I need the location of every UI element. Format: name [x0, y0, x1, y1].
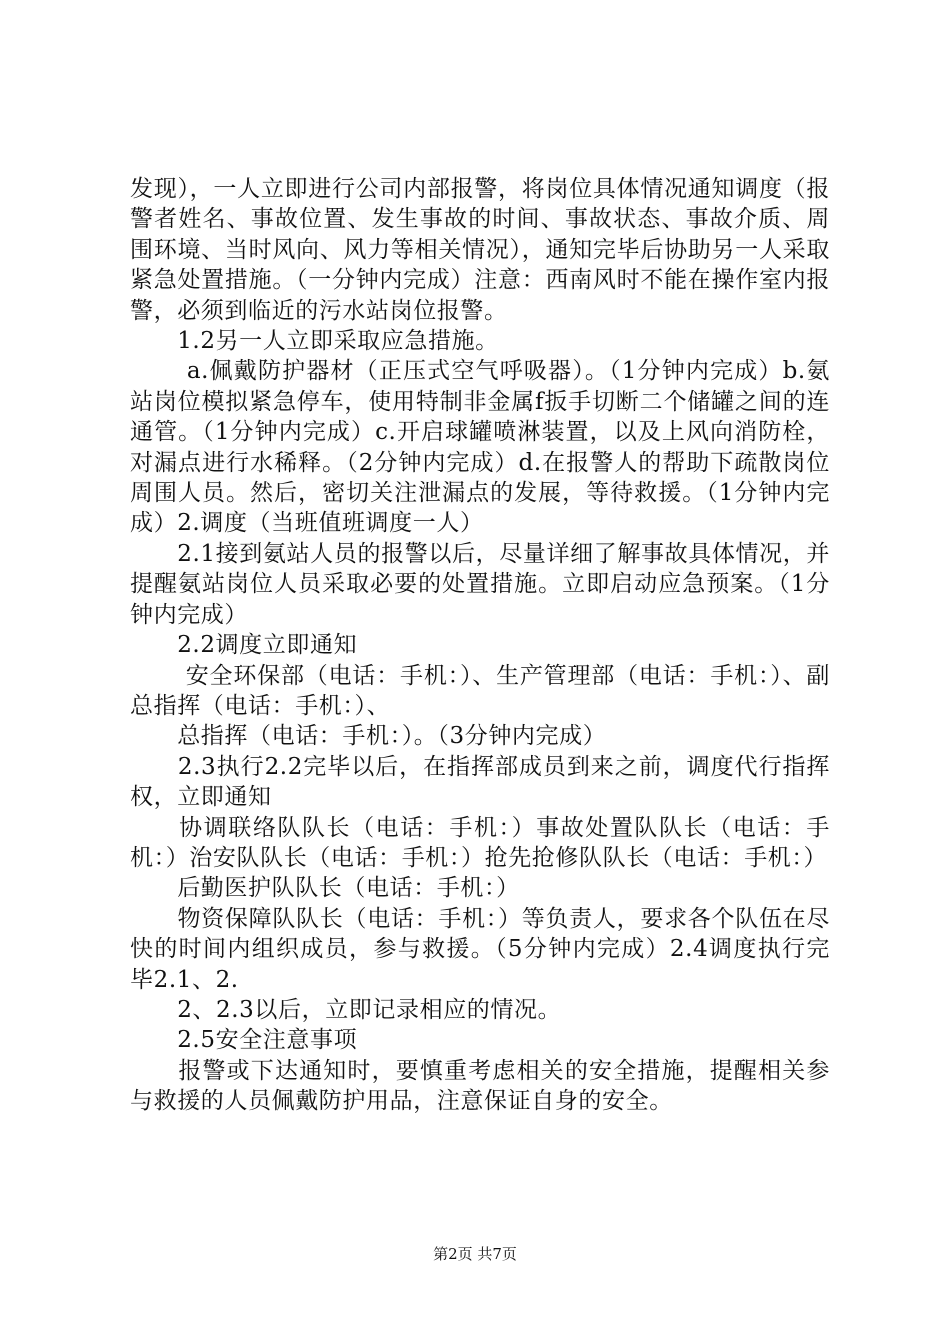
paragraph-commander: 总指挥（电话：手机：）。（3分钟内完成）	[130, 723, 607, 750]
paragraph-logistics-medical: 后勤医护队队长（电话：手机：）	[130, 875, 520, 902]
paragraph-supplies-team: 物资保障队队长（电话：手机：）等负责人，要求各个队伍在尽快的时间内组织成员，参与救援。（5分钟内完成）2.4调度执行完毕2.1、2.	[130, 905, 830, 993]
paragraph-contacts-departments: 安全环保部（电话：手机：）、生产管理部（电话：手机：）、副总指挥（电话：手机：）、	[130, 662, 830, 719]
paragraph-record: 2、2.3以后，立即记录相应的情况。	[130, 996, 562, 1023]
paragraph-1-2-heading: 1.2另一人立即采取应急措施。	[130, 328, 499, 355]
document-body	[130, 174, 830, 1117]
paragraph-team-leaders: 协调联络队队长（电话：手机：）事故处置队队长（电话：手机：）治安队队长（电话：手机：）抢先抢修队队长（电话：手机：）	[130, 814, 830, 871]
paragraph-2-1: 2.1接到氨站人员的报警以后，尽量详细了解事故具体情况，并提醒氨站岗位人员采取必要的处置措施。立即启动应急预案。（1分钟内完成）	[130, 540, 830, 628]
paragraph-emergency-measures: a.佩戴防护器材（正压式空气呼吸器）。（1分钟内完成）b.氨站岗位模拟紧急停车，使用特制非金属f扳手切断二个储罐之间的连通管。（1分钟内完成）c.开启球罐喷淋装置，以及上风向消防栓，对漏点进行水稀释。（2分钟内完成）d.在报警人的帮助下疏散岗位周围人员。然后，密切关注泄漏点的发展，等待救援。（1分钟内完成）2.调度（当班值班调度一人）	[130, 358, 830, 537]
paragraph-2-5-heading: 2.5安全注意事项	[130, 1027, 358, 1054]
paragraph-2-2-heading: 2.2调度立即通知	[130, 632, 358, 659]
paragraph-alarm-notify: 发现），一人立即进行公司内部报警，将岗位具体情况通知调度（报警者姓名、事故位置、发生事故的时间、事故状态、事故介质、周围环境、当时风向、风力等相关情况），通知完毕后协助另一人采取紧急处置措施。（一分钟内完成）注意：西南风时不能在操作室内报警，必须到临近的污水站岗位报警。	[130, 176, 830, 324]
page-number-footer: 第2页 共7页	[433, 1245, 517, 1263]
paragraph-safety-notes: 报警或下达通知时，要慎重考虑相关的安全措施，提醒相关参与救援的人员佩戴防护用品，注意保证自身的安全。	[130, 1057, 830, 1115]
paragraph-2-3: 2.3执行2.2完毕以后，在指挥部成员到来之前，调度代行指挥权，立即通知	[130, 753, 830, 811]
